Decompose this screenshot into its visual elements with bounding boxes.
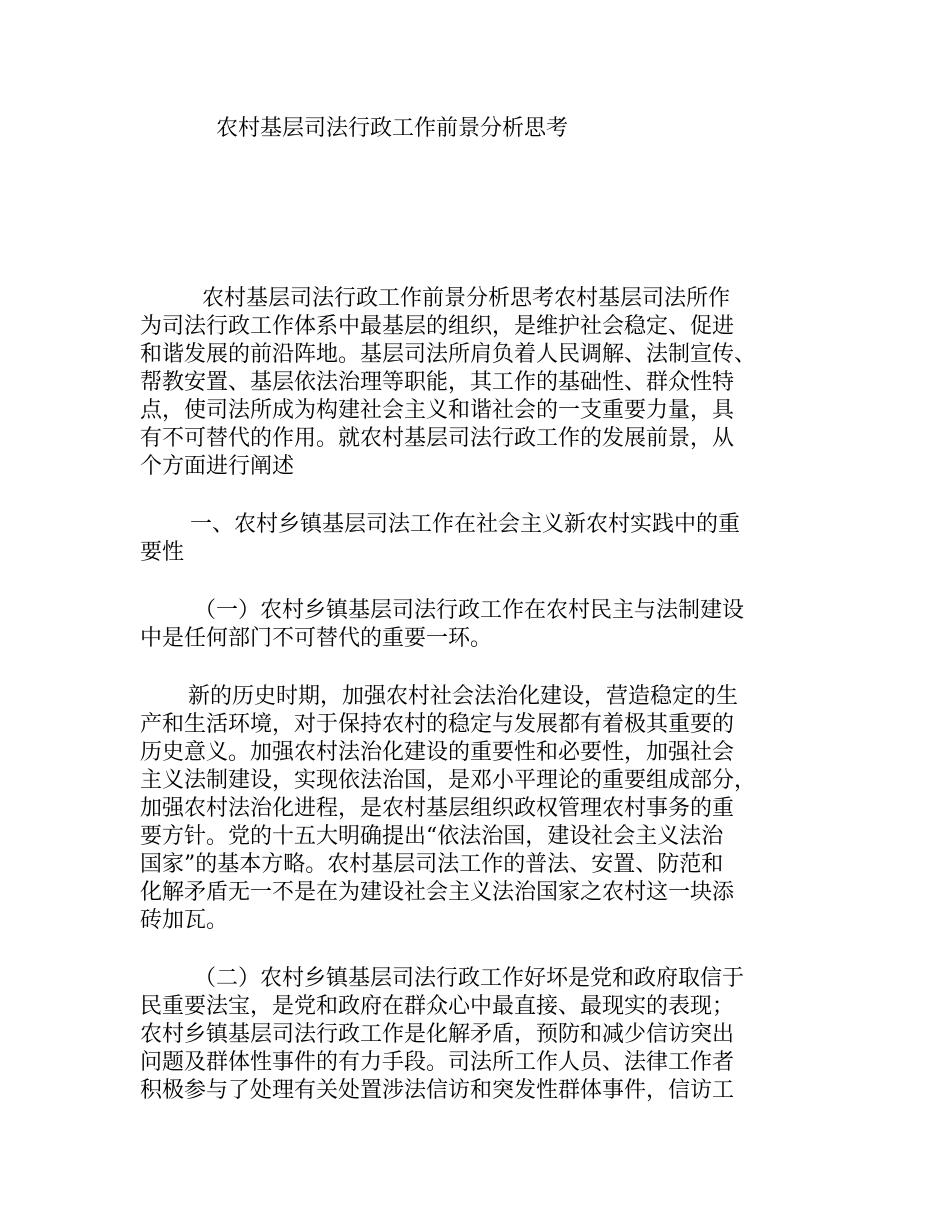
paragraph-4-line-3: 历史意义。加强农村法治化建设的重要性和必要性，加强社会 [140, 740, 735, 765]
paragraph-5-line-2: 民重要法宝，是党和政府在群众心中最直接、最现实的表现； [140, 994, 735, 1019]
paragraph-1-line-4: 帮教安置、基层依法治理等职能，其工作的基础性、群众性特 [140, 370, 735, 395]
paragraph-4-line-4: 主义法制建设，实现依法治国，是邓小平理论的重要组成部分， [140, 768, 757, 793]
paragraph-5-line-5: 积极参与了处理有关处置涉法信访和突发性群体事件，信访工 [140, 1078, 735, 1103]
section-heading-1-line-1: 一、农村乡镇基层司法工作在社会主义新农村实践中的重 [190, 512, 741, 537]
paragraph-4-line-6: 要方针。党的十五大明确提出“依法治国，建设社会主义法治 [140, 824, 724, 849]
subsection-heading-1-line-2: 中是任何部门不可替代的重要一环。 [140, 626, 493, 651]
paragraph-4-line-2: 产和生活环境，对于保持农村的稳定与发展都有着极其重要的 [140, 712, 735, 737]
section-heading-1-line-2: 要性 [140, 540, 185, 565]
subsection-heading-1-line-1: （一）农村乡镇基层司法行政工作在农村民主与法制建设 [194, 598, 745, 623]
paragraph-1-line-3: 和谐发展的前沿阵地。基层司法所肩负着人民调解、法制宣传、 [140, 342, 757, 367]
paragraph-5-line-1: （二）农村乡镇基层司法行政工作好坏是党和政府取信于 [194, 966, 745, 991]
paragraph-4-line-7: 国家”的基本方略。农村基层司法工作的普法、安置、防范和 [140, 852, 724, 877]
paragraph-1-line-7: 个方面进行阐述 [140, 454, 295, 479]
paragraph-5-line-4: 问题及群体性事件的有力手段。司法所工作人员、法律工作者 [140, 1050, 735, 1075]
paragraph-1-line-5: 点，使司法所成为构建社会主义和谐社会的一支重要力量，具 [140, 398, 735, 423]
paragraph-4-line-5: 加强农村法治化进程，是农村基层组织政权管理农村事务的重 [140, 796, 735, 821]
paragraph-1-line-2: 为司法行政工作体系中最基层的组织，是维护社会稳定、促进 [140, 314, 735, 339]
paragraph-5-line-3: 农村乡镇基层司法行政工作是化解矛盾，预防和减少信访突出 [140, 1022, 735, 1047]
paragraph-1-line-6: 有不可替代的作用。就农村基层司法行政工作的发展前景，从 [140, 426, 735, 451]
paragraph-4-line-9: 砖加瓦。 [140, 908, 229, 933]
paragraph-1-line-1: 农村基层司法行政工作前景分析思考农村基层司法所作 [202, 286, 731, 311]
paragraph-4-line-1: 新的历史时期，加强农村社会法治化建设，营造稳定的生 [188, 684, 739, 709]
paragraph-4-line-8: 化解矛盾无一不是在为建设社会主义法治国家之农村这一块添 [140, 880, 735, 905]
document-title: 农村基层司法行政工作前景分析思考 [216, 116, 569, 141]
